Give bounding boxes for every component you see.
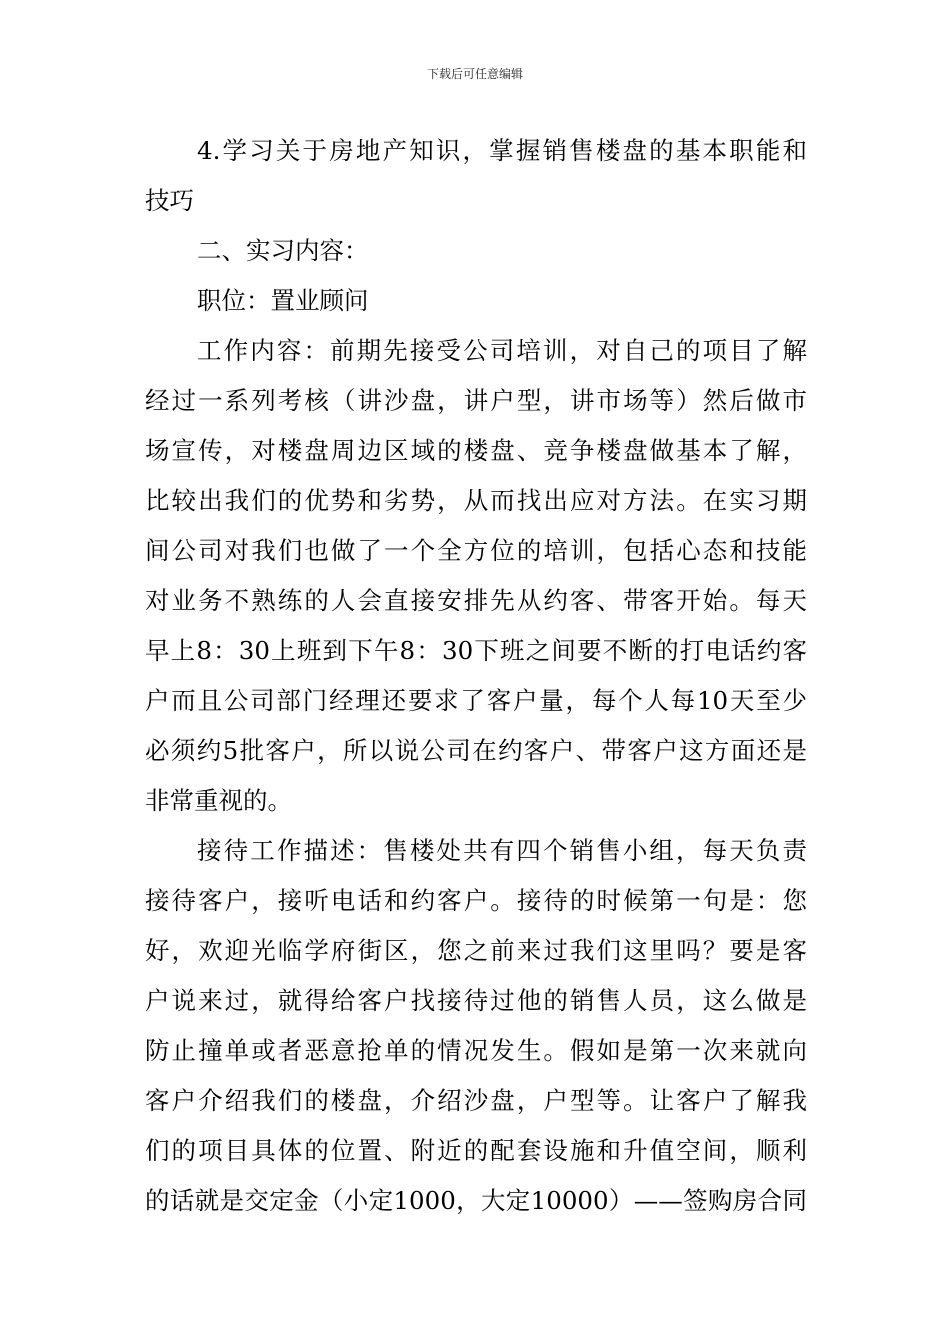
text-line: 户说来过，就得给客户找接待过他的销售人员，这么做是 <box>145 986 807 1015</box>
text-line: 接待客户，接听电话和约客户。接待的时候第一句是：您 <box>145 886 807 915</box>
text-line: 对业务不熟练的人会直接安排先从约客、带客开始。每天 <box>145 586 807 615</box>
text-line: 间公司对我们也做了一个全方位的培训，包括心态和技能 <box>145 536 807 565</box>
text-line: 4.学习关于房地产知识，掌握销售楼盘的基本职能和 <box>197 136 807 165</box>
paragraph-reception <box>145 826 807 1226</box>
text-line: 户而且公司部门经理还要求了客户量，每个人每10天至少 <box>145 686 807 715</box>
text-line: 的话就是交定金（小定1000，大定10000）——签购房合同 <box>145 1186 807 1215</box>
paragraph-work-content <box>145 326 807 826</box>
header-note: 下载后可任意编辑 <box>426 67 523 81</box>
text-line: 好，欢迎光临学府街区，您之前来过我们这里吗？要是客 <box>145 936 807 965</box>
paragraph-item-4 <box>145 126 807 226</box>
text-line: 比较出我们的优势和劣势，从而找出应对方法。在实习期 <box>145 486 807 515</box>
paragraph-position <box>145 276 807 326</box>
text-line: 早上8：30上班到下午8：30下班之间要不断的打电话约客 <box>145 636 807 665</box>
text-line: 接待工作描述：售楼处共有四个销售小组，每天负责 <box>197 836 807 865</box>
text-line: 场宣传，对楼盘周边区域的楼盘、竞争楼盘做基本了解， <box>145 436 807 465</box>
text-line: 非常重视的。 <box>145 786 292 815</box>
text-line: 技巧 <box>145 186 194 215</box>
section-heading <box>145 226 807 276</box>
text-line: 必须约5批客户，所以说公司在约客户、带客户这方面还是 <box>145 736 807 765</box>
text-line: 二、实习内容： <box>197 236 369 265</box>
text-line: 防止撞单或者恶意抢单的情况发生。假如是第一次来就向 <box>145 1036 807 1065</box>
document-body <box>145 126 807 1226</box>
text-line: 们的项目具体的位置、附近的配套设施和升值空间，顺利 <box>145 1136 807 1165</box>
text-line: 职位：置业顾问 <box>197 286 369 315</box>
text-line: 客户介绍我们的楼盘，介绍沙盘，户型等。让客户了解我 <box>145 1086 807 1115</box>
text-line: 经过一系列考核（讲沙盘，讲户型，讲市场等）然后做市 <box>145 386 807 415</box>
text-line: 工作内容：前期先接受公司培训，对自己的项目了解 <box>197 336 807 365</box>
